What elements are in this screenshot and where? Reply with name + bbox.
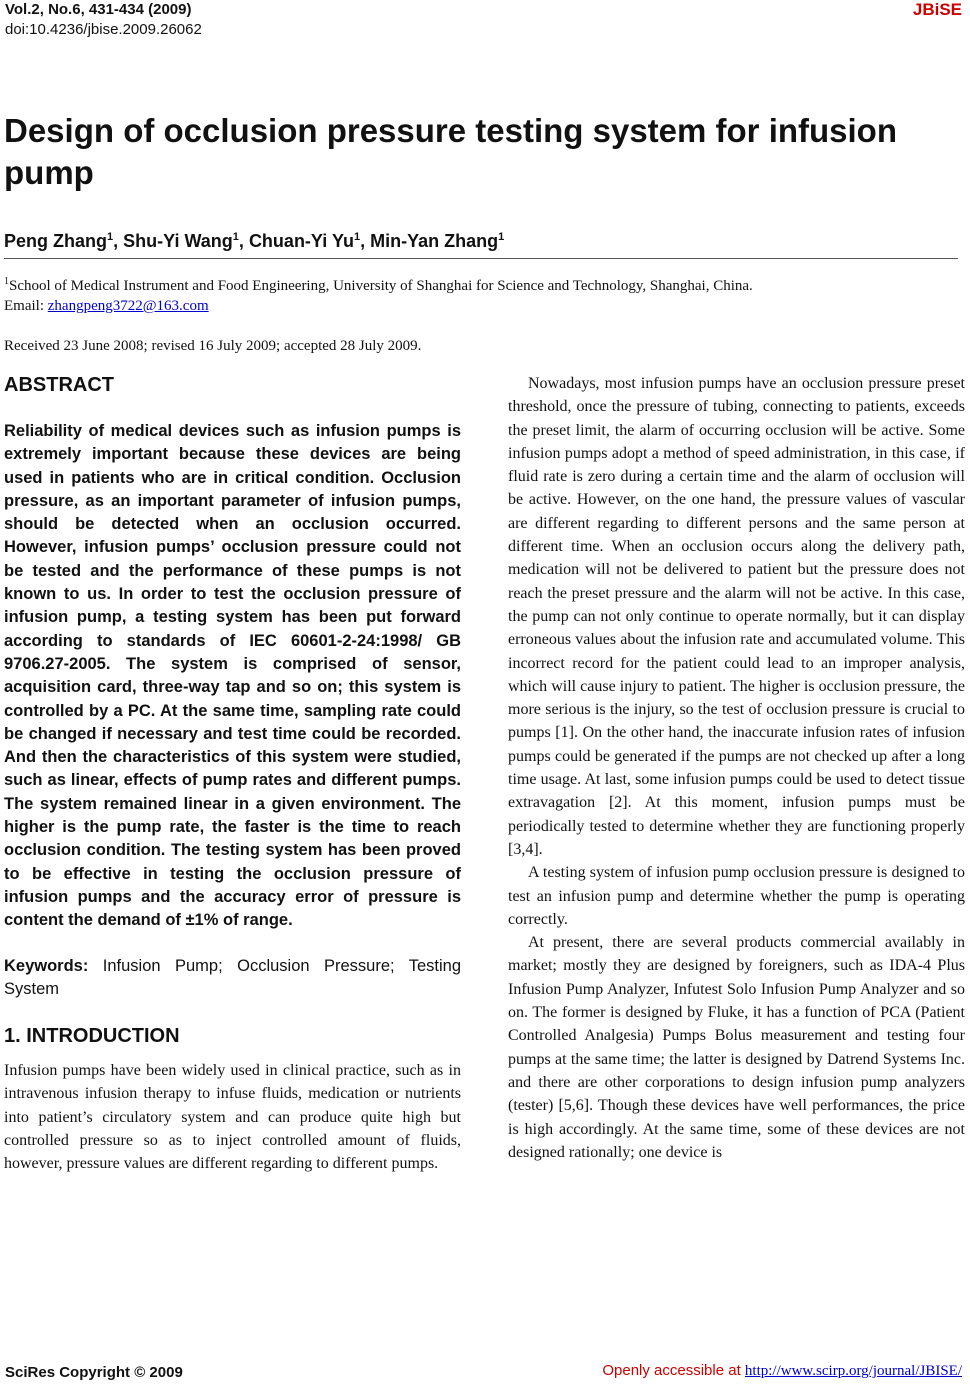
author-list: Peng Zhang$^1$, Shu-Yi Wang$^1$, Chuan-Yi Yu$^1$, Min-Yan Zhang$^1$ [4, 231, 505, 251]
email-line [4, 296, 954, 316]
journal-logo: JBiSE [912, 0, 962, 19]
header-divider [4, 258, 958, 259]
email-link[interactable]: zhangpeng3722@163.com [47, 298, 209, 314]
author-name: Peng Zhang [4, 231, 107, 251]
keywords-label: Keywords: [4, 956, 89, 975]
right-column [508, 372, 965, 1164]
keywords [4, 955, 461, 1002]
author-name: Shu-Yi Wang [123, 231, 233, 251]
affiliation [4, 272, 954, 296]
author-affiliation-mark: 1 [498, 231, 505, 243]
intro-paragraph-2: Nowadays, most infusion pumps have an occlusion pressure preset threshold, once the pressure of tubing, connecting to patients, exceeds the preset limit, the alarm of occurring occlusion will be active. Some infusion pumps adopt a method of speed administration, in this case, if fluid rate is zero during a certain time and the alarm of occlusion will be active. However, on the one hand, the pressure values of vascular are different regarding to different persons and the same person at different time. When an occlusion occurs along the delivery path, medication will not be delivered to patient but the pressure does not reach the preset pressure and the alarm will not be active. In this case, the pump can not only continue to operate normally, but it can display erroneous values about the infusion rate and accumulated volume. This incorrect record for the patient could lead to an improper analysis, which will cause injury to patient. The higher is occlusion pressure, the more serious is the injury, so the test of occlusion pressure is crucial to pumps [1]. On the other hand, the inaccurate infusion rates of infusion pumps could be generated if the pumps are not checked up after a long time usage. At last, some infusion pumps could be used to detect tissue extravagation [2]. At this moment, infusion pumps must be periodically tested to determine whether they are functioning properly [3,4]. [508, 375, 965, 858]
author-affiliation-mark: 1 [232, 231, 239, 243]
author-affiliation-mark: 1 [107, 231, 114, 243]
footer-copyright: SciRes Copyright © 2009 [5, 1364, 183, 1381]
footer-access [602, 1362, 962, 1380]
affiliation-mark: 1 [4, 276, 9, 287]
affiliation-text: School of Medical Instrument and Food Engineering, University of Shanghai for Science and Technology, Shanghai, China. [9, 278, 753, 294]
intro-paragraph-3: A testing system of infusion pump occlusion pressure is designed to test an infusion pump and determine whether the pump is operating correctly. [508, 864, 965, 928]
paper-title: Design of occlusion pressure testing system for infusion pump [4, 112, 897, 191]
received-dates: Received 23 June 2008; revised 16 July 2009; accepted 28 July 2009. [4, 338, 422, 354]
intro-paragraph-1: Infusion pumps have been widely used in clinical practice, such as in intravenous infusion therapy to infuse fluids, medication or nutrients into patient’s circulatory system and can produce quite high but controlled pressure so as to inject controlled amount of fluids, however, pressure values are different regarding to different pumps. [4, 1062, 461, 1173]
affiliation-block [4, 272, 954, 316]
doi: doi:10.4236/jbise.2009.26062 [5, 21, 202, 38]
journal-info [5, 0, 202, 40]
author-name: Chuan-Yi Yu [248, 231, 354, 251]
abstract-heading: ABSTRACT [4, 374, 114, 396]
intro-paragraph-4: At present, there are several products commercial availably in market; mostly they are designed by foreigners, such as IDA-4 Plus Infusion Pump Analyzer, Infutest Solo Infusion Pump Analyzer and so on. The former is designed by Fluke, it has a function of PCA (Patient Controlled Analgesia) Pumps Bolus measurement and testing four pumps at the same time; the latter is designed by Datrend Systems Inc. and there are other corporations to design infusion pump analyzers (tester) [5,6]. Though these devices have well performances, the price is high accordingly. At the same time, some of these devices are not designed rationally; one device is [508, 934, 965, 1161]
journal-url-link[interactable]: http://www.scirp.org/journal/JBISE/ [744, 1363, 962, 1379]
email-label: Email: [4, 298, 48, 314]
left-column [4, 372, 461, 1176]
author-name: Min-Yan Zhang [370, 231, 499, 251]
section-heading-introduction: 1. INTRODUCTION [4, 1025, 180, 1048]
volume-info: Vol.2, No.6, 431-434 (2009) [5, 1, 192, 18]
keywords-text: Infusion Pump; Occlusion Pressure; Testing System [4, 956, 461, 998]
open-access-label: Openly accessible at [602, 1362, 745, 1379]
abstract-body: Reliability of medical devices such as infusion pumps is extremely important because these devices are being used in patients who are in critical condition. Occlusion pressure, as an important parameter of infusion pumps, should be detected when an occlusion occurred. However, infusion pumps’ occlusion pressure could not be tested and the performance of these pumps is not known to us. In order to test the occlusion pressure of infusion pump, a testing system has been put forward according to standards of IEC 60601-2-24:1998/ GB 9706.27-2005. The system is comprised of sensor, acquisition card, three-way tap and so on; this system is controlled by a PC. At the same time, sampling rate could be changed if necessary and test time could be recorded. And then the characteristics of this system were studied, such as linear, effects of pump rates and different pumps. The system remained linear in a given environment. The higher is the pump rate, the faster is the time to reach occlusion condition. The testing system has been proved to be effective in testing the occlusion pressure of infusion pumps and the accuracy error of pressure is content the demand of ±1% of range. [4, 422, 461, 930]
author-affiliation-mark: 1 [353, 231, 361, 243]
